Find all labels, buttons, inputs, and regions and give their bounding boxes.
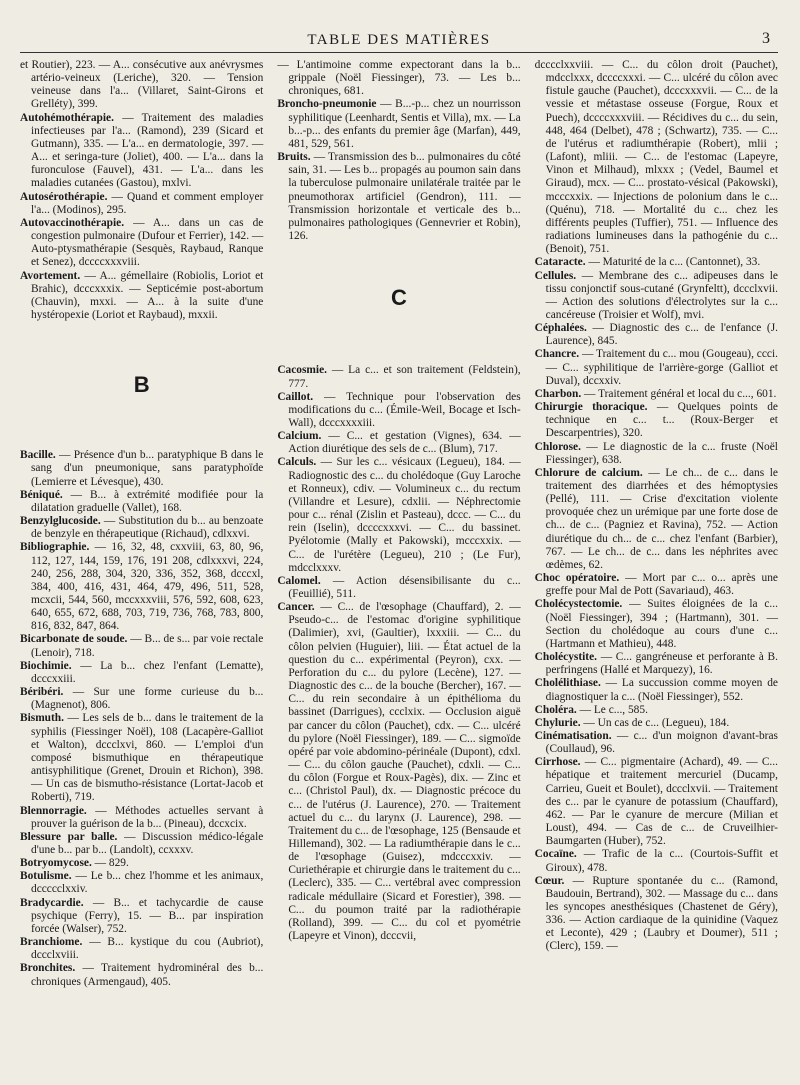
entry-headword: Chancre.: [534, 348, 580, 361]
entry-headword: Cholélithiase.: [534, 677, 601, 690]
entry-headword: Cirrhose.: [534, 756, 581, 769]
entry-headword: Bibliographie.: [20, 541, 90, 554]
entry-text: — Traitement des maladies infectieuses par l'a... (Ramond), 239 (Sicard et Gutmann), 335. — L'a... en dermatologie, 397. — A... et seringa-ture (Joliet), 400. — L'a... dans la furonculose (Fauvel), 431. — L'a... dans les maladies cutanées (Gastou), mxlvi.: [31, 111, 264, 190]
index-entry: [20, 831, 263, 857]
entry-headword: Botryomycose.: [20, 857, 92, 870]
index-entry: [535, 875, 778, 954]
index-entry: [535, 730, 778, 756]
entry-text: — 16, 32, 48, cxxviii, 63, 80, 96, 112, 127, 144, 159, 176, 191 208, cdlxxxvi, 224, 240, 256, 288, 304, 320, 336, 352, 368, dcccxl, 384, 400, 416, 431, 464, 479, 496, 511, 528, mcxcii, 544, 560, mccxxxviii, 576, 592, 608, 623, 640, 655, 672, 688, 703, 719, 736, 768, 783, 800, 816, 832, 847, 864.: [31, 541, 264, 633]
entry-headword: Botulisme.: [20, 870, 72, 883]
index-entry: [277, 364, 520, 390]
index-entry: [20, 270, 263, 323]
entry-text: — Trafic de la c... (Courtois-Suffit et Giroux), 478.: [545, 848, 778, 874]
page-number: 3: [762, 30, 770, 47]
entry-headword: Choc opératoire.: [534, 572, 620, 585]
index-column-left: [20, 59, 263, 989]
entry-text: — Présence d'un b... paratyphique B dans le sang d'un pneumonique, sans paratyphoïde (Lemierre et Lévesque), 430.: [31, 449, 264, 488]
entry-headword: Bruits.: [277, 151, 311, 164]
continued-entry: dcccclxxviii. — C... du côlon droit (Pauchet), mdcclxxx, dccccxxxi. — C... ulcéré du côlon avec fistule gauche (Pauchet), dcccxxxvii. — C... de la vessie et métastase osseuse (Forgue, Roux et Puech), dccccxxxviii. — Récidives du c... du sein, 448, 464 (Delbet), 478 ; (Schwartz), 735. — C... de l'utérus et radiumthérapie (Robert), mlii ; (Lafont), mliii. — C... de l'estomac (Lapeyre, Vinon et Milhaud), mlxxx ; (Vedel, Baumel et Giraud), mcx. — C... prostato-vésical (Pakowski), mcccxxix. — Injections de polonium dans le c... (Quénu), 718. — Mortalité du c... chez les différents peuples (Tuffier), 751. — Influence des radiations lumineuses dans la pathogénie du c... (Benoit), 751.: [534, 59, 778, 256]
entry-text: — La b... chez l'enfant (Lematte), dcccxxiii.: [31, 659, 264, 685]
entry-headword: Chlorose.: [534, 440, 581, 453]
entry-text: — Substitution du b... au benzoate de benzyle en thérapeutique (Richaud), cdlxxvi.: [31, 515, 264, 541]
entry-text: — Méthodes actuelles servant à prouver la guérison de la b... (Pineau), dccxcix.: [31, 804, 264, 830]
entry-headword: Céphalées.: [534, 322, 587, 335]
entry-headword: Chlorure de calcium.: [534, 466, 643, 479]
index-entry: [20, 712, 263, 804]
entry-text: — c... d'un moignon d'avant-bras (Coullaud), 96.: [545, 729, 778, 756]
entry-headword: Choléra.: [534, 703, 577, 716]
index-entry: [535, 598, 778, 651]
section-letter: B: [133, 372, 150, 398]
entry-text: — Traitement général et local du c..., 601.: [584, 387, 777, 400]
entry-text: — Traitement du c... mou (Gougeau), ccci. — C... syphilitique de l'arrière-gorge (Galliot et Duval), dccxxiv.: [545, 348, 778, 387]
entry-text: — Suites éloignées de la c... (Noël Fiessinger), 394 ; (Hartmann), 301. — Section du cholédoque au cours d'une c... (Hartmann et Mathieu), 448.: [545, 598, 778, 650]
entry-headword: Béniqué.: [20, 488, 63, 501]
entry-text: — Action désensibilisante du c... (Feuillié), 511.: [288, 574, 521, 600]
entry-headword: Cataracte.: [534, 256, 586, 269]
index-entry: [20, 962, 263, 988]
index-entry: [535, 256, 778, 269]
entry-headword: Chirurgie thoracique.: [534, 401, 648, 414]
continued-entry: — L'antimoine comme expectorant dans la b... grippale (Noël Fiessinger), 73. — Les b... chroniques, 681.: [277, 59, 521, 98]
index-entry: [277, 151, 520, 243]
index-entry: [20, 191, 263, 217]
index-entry: [535, 677, 778, 703]
index-entry: [20, 936, 263, 962]
entry-text: — Discussion médico-légale d'une b... par b... (Landolt), ccxxxv.: [31, 830, 264, 856]
index-entry: [20, 686, 263, 712]
index-entry: [535, 717, 778, 730]
continued-entry: et Routier), 223. — A... consécutive aux anévrysmes artério-veineux (Leriche), 320. — Tension veineuse dans l'a... (Villaret, Saint-Girons et Grelléty), 399.: [20, 59, 264, 111]
entry-headword: Charbon.: [534, 387, 582, 400]
entry-headword: Bronchites.: [20, 962, 76, 975]
entry-text: — Un cas de c... (Legueu), 184.: [583, 716, 730, 729]
entry-headword: Autohémothérapie.: [20, 111, 114, 124]
index-entry: [277, 391, 520, 430]
entry-text: — Technique pour l'observation des modifications du c... (Émile-Weil, Bocage et Isch-Wall), dcccxxxxiii.: [288, 390, 521, 429]
entry-text: — Diagnostic des c... de l'enfance (J. Laurence), 845.: [545, 322, 778, 348]
entry-text: — Quand et comment employer l'a... (Modinos), 295.: [31, 190, 264, 216]
entry-text: — A... dans un cas de congestion pulmonaire (Dufour et Ferrier), 142. — Auto-ptysmathérapie (Sesquès, Raybaud, Ranque et Senez), dccccxxxviii.: [31, 216, 264, 269]
index-entry: [535, 441, 778, 467]
entry-text: — La c... et son traitement (Feldstein), 777.: [288, 364, 521, 390]
entry-text: — La succussion comme moyen de diagnostiquer la c... (Noël Fiessinger), 552.: [545, 677, 778, 703]
entry-headword: Cacosmie.: [277, 364, 327, 377]
index-entry: [535, 651, 778, 677]
index-entry: [277, 430, 520, 456]
entry-text: — B...-p... chez un nourrisson syphilitique (Leenhardt, Sentis et Villa), mx. — La b...-p... des enfants du premier âge (Marfan), 449, 481, 529, 561.: [288, 98, 521, 150]
index-entry: [535, 756, 778, 848]
index-column-right: [535, 59, 778, 989]
section-letter: C: [391, 285, 407, 311]
entry-text: — Traitement hydrominéral des b... chroniques (Armengaud), 405.: [31, 962, 264, 988]
index-entry: [535, 270, 778, 323]
index-entry: [20, 857, 263, 870]
index-entry: [535, 704, 778, 717]
index-entry: [277, 456, 520, 574]
entry-headword: Béribéri.: [20, 686, 64, 699]
entry-headword: Bicarbonate de soude.: [20, 633, 128, 646]
index-entry: [20, 805, 263, 831]
index-entry: [20, 541, 263, 633]
entry-headword: Bradycardie.: [20, 896, 84, 909]
entry-headword: Autovaccinothérapie.: [20, 216, 125, 229]
entry-text: — Membrane des c... adipeuses dans le tissu conjonctif sous-cutané (Grynfeltt), dccclxvii. — Action des solutions d'électrolytes sur la c... cancéreuse (Troisier et Wolf), mvi.: [545, 269, 778, 321]
entry-headword: Caillot.: [277, 390, 314, 403]
entry-text: — Le diagnostic de la c... fruste (Noël Fiessinger), 638.: [545, 440, 778, 466]
entry-headword: Bacille.: [20, 449, 56, 462]
entry-headword: Cancer.: [277, 601, 315, 614]
entry-headword: Cellules.: [534, 269, 577, 282]
entry-headword: Calculs.: [277, 456, 317, 469]
index-columns: [20, 59, 778, 989]
entry-headword: Blennorragie.: [20, 804, 87, 817]
entry-text: — C... pigmentaire (Achard), 49. — C... hépatique et traitement mercuriel (Ducamp, Carrieu, Gueit et Boulet), dccclxvii. — Traitement des c... par le cyanure de potassium (Chauffard), 462. — Par le cyanure de mercure (Milian et Loust), 494. — Cas de c... de Cruveilhier-Baumgarten (Huber), 752.: [545, 756, 778, 848]
entry-headword: Cœur.: [534, 874, 565, 887]
running-title: TABLE DES MATIÈRES: [307, 32, 491, 48]
entry-text: — Transmission des b... pulmonaires du côté sain, 31. — Les b... propagés au poumon sain dans la tuberculose pulmonaire unilatérale traitée par le pneumothorax artificiel (Gendron), 111. — Transmission horizontale et verticale des b... pulmonaires pathologiques (Gennevrier et Robin), 126.: [288, 151, 521, 243]
entry-text: — Mort par c... o... après une greffe pour Mal de Pott (Savariaud), 463.: [545, 572, 778, 598]
index-entry: [277, 601, 520, 943]
index-entry: [277, 575, 520, 601]
entry-text: — B... de s... par voie rectale (Lenoir), 718.: [31, 633, 264, 659]
entry-text: — 829.: [94, 857, 129, 870]
entry-text: — Rupture spontanée du c... (Ramond, Baudouin, Bertrand), 302. — Massage du c... dans les syncopes anesthésiques (Chastenet de Géry), 336. — Action cardiaque de la quinidine (Vaquez et Leconte), 429 ; (Laubry et Doumer), 511 ; (Clerc), 159. —: [545, 874, 778, 953]
entry-text: — Le ch... de c... dans le traitement des diarrhées et des hémoptysies (Pellé), 111. — Crise d'excitation violente provoquée chez un urémique par une forte dose de ch... de c... (Pagniez et Ravina), 752. — Action diurétique du ch... de c... chez l'enfant (Barbier), 767. — Le ch... de c... dans les néphrites avec œdèmes, 62.: [545, 466, 778, 571]
entry-text: — B... et tachycardie de cause psychique (Ferry), 15. — B... par inspiration forcée (Walser), 752.: [31, 896, 264, 935]
index-column-middle: [277, 59, 520, 989]
entry-text: — Maturité de la c... (Cantonnet), 33.: [588, 256, 761, 269]
index-entry: [535, 388, 778, 401]
entry-headword: Branchiome.: [20, 936, 83, 949]
index-entry: [535, 348, 778, 387]
index-entry: [535, 572, 778, 598]
entry-headword: Cholécystite.: [534, 651, 597, 664]
entry-headword: Cocaïne.: [534, 848, 577, 861]
index-entry: [535, 848, 778, 874]
entry-text: — Sur les c... vésicaux (Legueu), 184. — Radiognostic des c... du cholédoque (Guy Laroche et Ronneux), cdiv. — Volumineux c... du rectum (Villandre et Lesure), cdxlii. — Néphrectomie pour c... rénal (Zislin et Pasteau), dccc. — C... du rein (Iselin), dccccxxxvi. — C... du bassinet. Pyélotomie (Mally et Pakowski), mcccxxix. — C... de l'urétère (Legueu), 210 ; (Le Fur), mdcclxxxv.: [288, 456, 521, 574]
entry-text: — Le b... chez l'homme et les animaux, dccccclxxiv.: [31, 870, 264, 896]
index-entry: [20, 633, 263, 659]
entry-text: — A... gémellaire (Robiolis, Loriot et Brahic), dcccxxxix. — Septicémie post-abortum (Chauvin), mxxi. — A... à la suite d'une hystéropexie (Loriot et Raybaud), mxxii.: [31, 269, 264, 321]
entry-headword: Blessure par balle.: [20, 830, 118, 843]
entry-text: — Quelques points de technique en c... t... (Roux-Berger et Descarpentries), 320.: [545, 401, 778, 440]
index-entry: [20, 660, 263, 686]
entry-text: — B... à extrémité modifiée pour la dilatation graduelle (Vallet), 168.: [31, 488, 264, 514]
entry-text: — C... de l'œsophage (Chauffard), 2. — Pseudo-c... de l'estomac d'origine syphilitique (Dalimier), xvi, (Gaultier), lxxxiii. — C... du côlon pelvien (Huguier), liii. — État actuel de la question du c... expérimental (Peyron), cxx. — Perforation du c... du pylore (Lecène), 127. — Diagnostic des c... de la bouche (Bercher), 167. — C... du rein secondaire à un épithélioma du bassinet (Darrigues), ccclxix. — Occlusion aiguë par cancer du côlon (Pauchet), cdx. — C... ulcéré du pylore (Noël Fiessinger), 189. — C... sigmoïde opéré par voie abdomino-périnéale (Dupont), cdxl. — C... du côlon gauche (Pauchet), cdxli. — C... du côlon (Forgue et Roux-Pagès), dix. — Zinc et c... (Christol Paul), dx. — Diagnostic précoce du c... de l'utérus (J. Laurence), 270. — Traitement actuel du c... du larynx (J. Laurence), 298. — Traitement du c... de l'œsophage, 125 (Bensaude et Hillemand), 302. — La radiumthérapie dans le c... de l'œsophage (Guisez), mdcccxxiv. — Curiethérapie et chirurgie dans le traitement du c... (Leclerc), 335. — C... vertébral avec compression radicale médullaire (Sicard et Forestier), 398. — C... du poumon traité par la radiothérapie (Rolland), 399. — C... du col et pyométrie (Lapeyre et Vinon), dcccvii,: [288, 601, 521, 943]
index-entry: [535, 322, 778, 348]
entry-text: — B... kystique du cou (Aubriot), dccclxviii.: [31, 936, 264, 962]
entry-text: — C... et gestation (Vignes), 634. — Action diurétique des sels de c... (Blum), 717.: [288, 430, 521, 456]
entry-headword: Biochimie.: [20, 659, 72, 672]
entry-headword: Broncho-pneumonie: [277, 98, 377, 111]
entry-headword: Avortement.: [20, 269, 81, 282]
index-entry: [20, 515, 263, 541]
entry-text: — Sur une forme curieuse du b... (Magnenot), 806.: [31, 686, 264, 712]
index-entry: [277, 98, 520, 151]
entry-headword: Calcium.: [277, 430, 322, 443]
index-entry: [535, 467, 778, 572]
entry-headword: Bismuth.: [20, 712, 64, 725]
entry-headword: Chylurie.: [534, 716, 581, 729]
entry-text: — Le c..., 585.: [579, 703, 648, 716]
entry-headword: Cinématisation.: [534, 729, 612, 742]
entry-headword: Cholécystectomie.: [534, 598, 623, 611]
index-entry: [535, 401, 778, 440]
index-entry: [20, 449, 263, 488]
entry-headword: Calomel.: [277, 574, 321, 587]
index-entry: [20, 489, 263, 515]
entry-text: — Les sels de b... dans le traitement de la syphilis (Fiessinger Noël), 108 (Lacapère-Galliot et Walton), dccclxvi, 860. — L'emploi d'un composé bismuthique en thérapeutique antisyphilitique (Grenet, Drouin et Richon), 398. — Un cas de bismutho-résistance (Lortat-Jacob et Roberti), 719.: [31, 712, 264, 804]
index-entry: [20, 897, 263, 936]
entry-text: — C... gangréneuse et perforante à B. perfringens (Hallé et Marquezy), 16.: [545, 651, 778, 677]
index-entry: [20, 870, 263, 896]
entry-headword: Benzylglucoside.: [20, 515, 101, 528]
index-entry: [20, 217, 263, 270]
page-header: [20, 30, 778, 53]
entry-headword: Autosérothérapie.: [20, 190, 108, 203]
index-entry: [20, 112, 263, 191]
